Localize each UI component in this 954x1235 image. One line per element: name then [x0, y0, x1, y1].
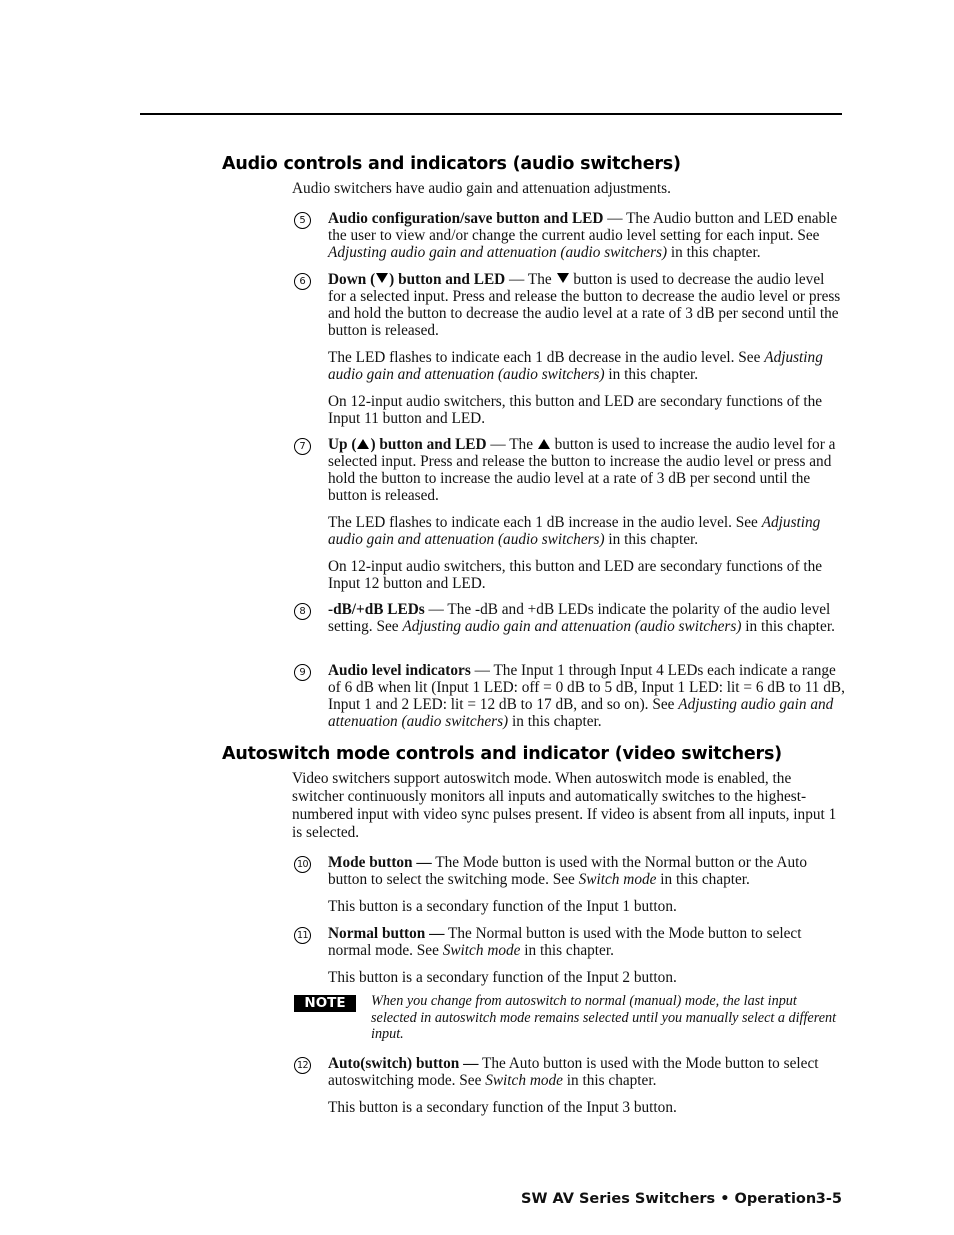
callout-number: 11 [294, 927, 311, 944]
callout-body: Up ( ) button and LED — The button is used to increase the audio level for a selected input. Press and release the button to increase the audio level or press and hold the button to increase the audio level at a rate of 3 dB per second until the button is released. The LED flashes to indicate each 1 dB increase in the audio level. See Adjusting audio gain and attenuation (audio switchers) in this chapter. On 12-input audio switchers, this button and LED are secondary functions of the Input 12 button and LED. [328, 436, 846, 602]
page-number: 3-5 [815, 1191, 842, 1207]
callout-number: 5 [294, 212, 311, 229]
callout-body: Audio level indicators — The Input 1 through Input 4 LEDs each indicate a range of 6 dB when lit (Input 1 LED: off = 0 dB to 5 dB, Input 1 LED: lit = 6 dB to 11 dB, Input 1 and 2 LED: lit = 12 dB to 17 dB, and so on). See Adjusting audio gain and attenuation (audio switchers) in this chapter. [328, 662, 845, 730]
cross-reference: Switch mode [485, 1072, 563, 1089]
page-footer [521, 1191, 842, 1207]
note-text: When you change from autoswitch to normal (manual) mode, the last input selected in autoswitch mode remains selected until you manually select a different input. [371, 993, 837, 1043]
callout-title: Audio level indicators [328, 662, 471, 679]
callout-number: 8 [294, 603, 311, 620]
callout-title: Down ( ) button and LED [328, 271, 506, 288]
callout-title: Mode button — [328, 854, 432, 871]
callout-number: 10 [294, 856, 311, 873]
callout-paragraph: On 12-input audio switchers, this button and LED are secondary functions of the Input 12 button and LED. [328, 558, 823, 592]
callout-number: 7 [294, 438, 311, 455]
cross-reference: Adjusting audio gain and attenuation (audio switchers) [402, 618, 742, 635]
note-badge: NOTE [294, 995, 356, 1012]
callout-body: Normal button — The Normal button is used with the Mode button to select normal mode. See Switch mode in this chapter. This button is a secondary function of the Input 2 button. [328, 925, 846, 996]
cross-reference: Switch mode [578, 871, 657, 888]
section-intro-audio: Audio switchers have audio gain and attenuation adjustments. [292, 180, 671, 197]
callout-number: 12 [294, 1057, 311, 1074]
down-arrow-icon [376, 273, 388, 283]
callout-title: Audio configuration/save button and LED [328, 210, 604, 227]
callout-paragraph: This button is a secondary function of the Input 2 button. [328, 969, 677, 986]
cross-reference: Adjusting audio gain and attenuation (audio switchers) [328, 514, 821, 548]
callout-paragraph: This button is a secondary function of the Input 3 button. [328, 1099, 677, 1116]
callout-title: Normal button — [328, 925, 445, 942]
cross-reference: Adjusting audio gain and attenuation (audio switchers) [328, 244, 668, 261]
section-heading-audio-controls: Audio controls and indicators (audio switchers) [222, 154, 681, 174]
callout-number: 9 [294, 664, 311, 681]
section-intro-autoswitch: Video switchers support autoswitch mode. When autoswitch mode is enabled, the switcher continuously monitors all inputs and automatically switches to the highest-numbered input with video sync pulses present. If video is absent from all inputs, input 1 is selected. [292, 770, 837, 841]
callout-number: 6 [294, 273, 311, 290]
callout-body: Mode button — The Mode button is used with the Normal button or the Auto button to select the switching mode. See Switch mode in this chapter. This button is a secondary function of the Input 1 button. [328, 854, 846, 925]
down-arrow-icon [557, 273, 569, 283]
callout-body: Auto(switch) button — The Auto button is used with the Mode button to select autoswitching mode. See Switch mode in this chapter. This button is a secondary function of the Input 3 button. [328, 1055, 846, 1126]
callout-paragraph: On 12-input audio switchers, this button and LED are secondary functions of the Input 11 button and LED. [328, 393, 823, 427]
cross-reference: Adjusting audio gain and attenuation (audio switchers) [328, 349, 823, 383]
callout-title: Up ( ) button and LED [328, 436, 487, 453]
header-rule [140, 113, 842, 115]
cross-reference: Switch mode [442, 942, 521, 959]
up-arrow-icon [538, 439, 550, 449]
callout-body: -dB/+dB LEDs — The -dB and +dB LEDs indicate the polarity of the audio level setting. See Adjusting audio gain and attenuation (audio switchers) in this chapter. [328, 601, 835, 635]
callout-title: -dB/+dB LEDs [328, 601, 425, 618]
footer-title: SW AV Series Switchers • Operation [521, 1191, 817, 1207]
section-heading-autoswitch: Autoswitch mode controls and indicator (video switchers) [222, 744, 782, 764]
up-arrow-icon [357, 439, 369, 449]
callout-title: Auto(switch) button — [328, 1055, 479, 1072]
callout-body: Down ( ) button and LED — The button is used to decrease the audio level for a selected input. Press and release the button to decrease the audio level or press and hold the button to decrease the audio level at a rate of 3 dB per second until the button is released. The LED flashes to indicate each 1 dB decrease in the audio level. See Adjusting audio gain and attenuation (audio switchers) in this chapter. On 12-input audio switchers, this button and LED are secondary functions of the Input 11 button and LED. [328, 271, 846, 437]
callout-body: Audio configuration/save button and LED — The Audio button and LED enable the user to view and/or change the current audio level setting for each input. See Adjusting audio gain and attenuation (audio switchers) in this chapter. [328, 210, 838, 261]
cross-reference: Adjusting audio gain and attenuation (audio switchers) [328, 696, 834, 730]
callout-text: — The Audio button and LED enable the user to view and/or change the current audio level setting for each input. See [328, 210, 838, 244]
callout-paragraph: This button is a secondary function of the Input 1 button. [328, 898, 677, 915]
